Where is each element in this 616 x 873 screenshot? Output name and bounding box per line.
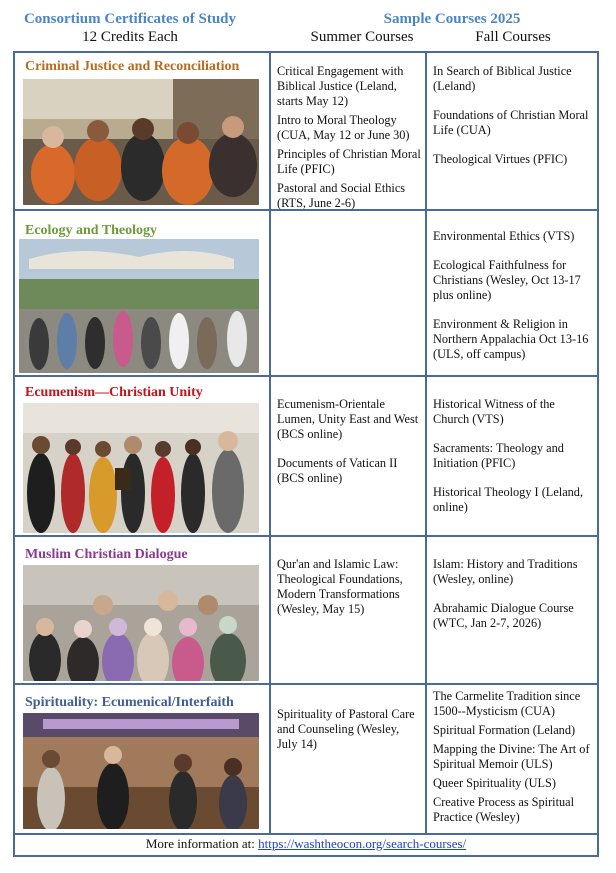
course-item: Historical Witness of the Church (VTS) [433, 397, 555, 426]
summer-course-list [277, 707, 421, 756]
certificate-cell [15, 53, 269, 209]
table-row [15, 685, 597, 835]
course-item: Historical Theology I (Leland, online) [433, 485, 584, 514]
summer-course-list [277, 64, 421, 215]
fall-courses-cell [425, 211, 597, 375]
footer [15, 833, 597, 855]
ecology-photo [19, 239, 259, 373]
course-item: The Carmelite Tradition since 1500--Mysticism (CUA) [433, 689, 581, 718]
footer-prefix: More information at: [145, 836, 259, 851]
fall-course-list [433, 64, 593, 181]
summer-courses-cell [269, 211, 425, 375]
course-item: Pastoral and Social Ethics (RTS, June 2-6) [277, 181, 406, 210]
category-title: Spirituality: Ecumenical/Interfaith [25, 695, 234, 710]
table-row [15, 537, 597, 685]
fall-course-list [433, 689, 593, 829]
sample-courses-title: Sample Courses 2025 [383, 11, 521, 27]
fall-courses-cell [425, 53, 597, 209]
course-item: Islam: History and Traditions (Wesley, online) [433, 557, 578, 586]
table-row [15, 211, 597, 377]
certificate-cell [15, 377, 269, 535]
criminal-justice-photo [23, 79, 259, 205]
course-item: In Search of Biblical Justice (Leland) [433, 64, 572, 93]
summer-courses-cell [269, 377, 425, 535]
fall-courses-cell [425, 685, 597, 833]
course-item: Intro to Moral Theology (CUA, May 12 or June 30) [277, 113, 410, 142]
summer-courses-cell [269, 53, 425, 209]
certificate-cell [15, 685, 269, 833]
course-item: Ecological Faithfulness for Christians (Wesley, Oct 13-17 plus online) [433, 258, 581, 302]
page-header [14, 10, 600, 48]
course-item: Sacraments: Theology and Initiation (PFIC) [433, 441, 564, 470]
certificate-cell [15, 537, 269, 683]
course-item: Environmental Ethics (VTS) [433, 229, 575, 243]
summer-courses-cell [269, 537, 425, 683]
course-item: Queer Spirituality (ULS) [433, 776, 556, 790]
fall-course-list [433, 229, 593, 376]
fall-course-list [433, 397, 593, 529]
category-title: Ecumenism—Christian Unity [25, 385, 203, 400]
credits-subtitle: 12 Credits Each [82, 29, 178, 45]
course-item: Theological Virtues (PFIC) [433, 152, 568, 166]
table-row [15, 53, 597, 211]
course-item: Abrahamic Dialogue Course (WTC, Jan 2-7, 2026) [433, 601, 574, 630]
spirituality-photo [23, 713, 259, 829]
search-courses-link[interactable]: https://washtheocon.org/search-courses/ [258, 836, 467, 851]
course-item: Mapping the Divine: The Art of Spiritual Memoir (ULS) [433, 742, 590, 771]
table-row [15, 377, 597, 537]
fall-courses-label: Fall Courses [475, 29, 551, 45]
category-title: Muslim Christian Dialogue [25, 547, 188, 562]
course-item: Spirituality of Pastoral Care and Counseling (Wesley, July 14) [277, 707, 415, 751]
certificates-title: Consortium Certificates of Study [23, 11, 237, 27]
course-item: Foundations of Christian Moral Life (CUA) [433, 108, 589, 137]
summer-course-list [277, 557, 421, 621]
course-item: Creative Process as Spiritual Practice (Wesley) [433, 795, 575, 824]
muslim-christian-photo [23, 565, 259, 681]
summer-courses-cell [269, 685, 425, 833]
course-item: Spiritual Formation (Leland) [433, 723, 576, 737]
category-title: Criminal Justice and Reconciliation [25, 59, 240, 74]
certificates-table [13, 51, 599, 857]
course-item: Critical Engagement with Biblical Justice (Leland, starts May 12) [277, 64, 404, 108]
fall-courses-cell [425, 377, 597, 535]
fall-courses-cell [425, 537, 597, 683]
course-item: Ecumenism-Orientale Lumen, Unity East and West (BCS online) [277, 397, 419, 441]
course-item: Qur'an and Islamic Law: Theological Foundations, Modern Transformations (Wesley, May 15) [277, 557, 403, 616]
summer-courses-label: Summer Courses [310, 29, 414, 45]
fall-course-list [433, 557, 593, 645]
course-item: Environment & Religion in Northern Appalachia Oct 13-16 (ULS, off campus) [433, 317, 589, 361]
category-title: Ecology and Theology [25, 223, 157, 238]
summer-course-list [277, 397, 421, 500]
certificate-cell [15, 211, 269, 375]
certificates-heading [14, 10, 246, 46]
course-item: Principles of Christian Moral Life (PFIC) [277, 147, 421, 176]
ecumenism-photo [23, 403, 259, 533]
fall-heading [426, 10, 600, 46]
course-item: Documents of Vatican II (BCS online) [277, 456, 398, 485]
